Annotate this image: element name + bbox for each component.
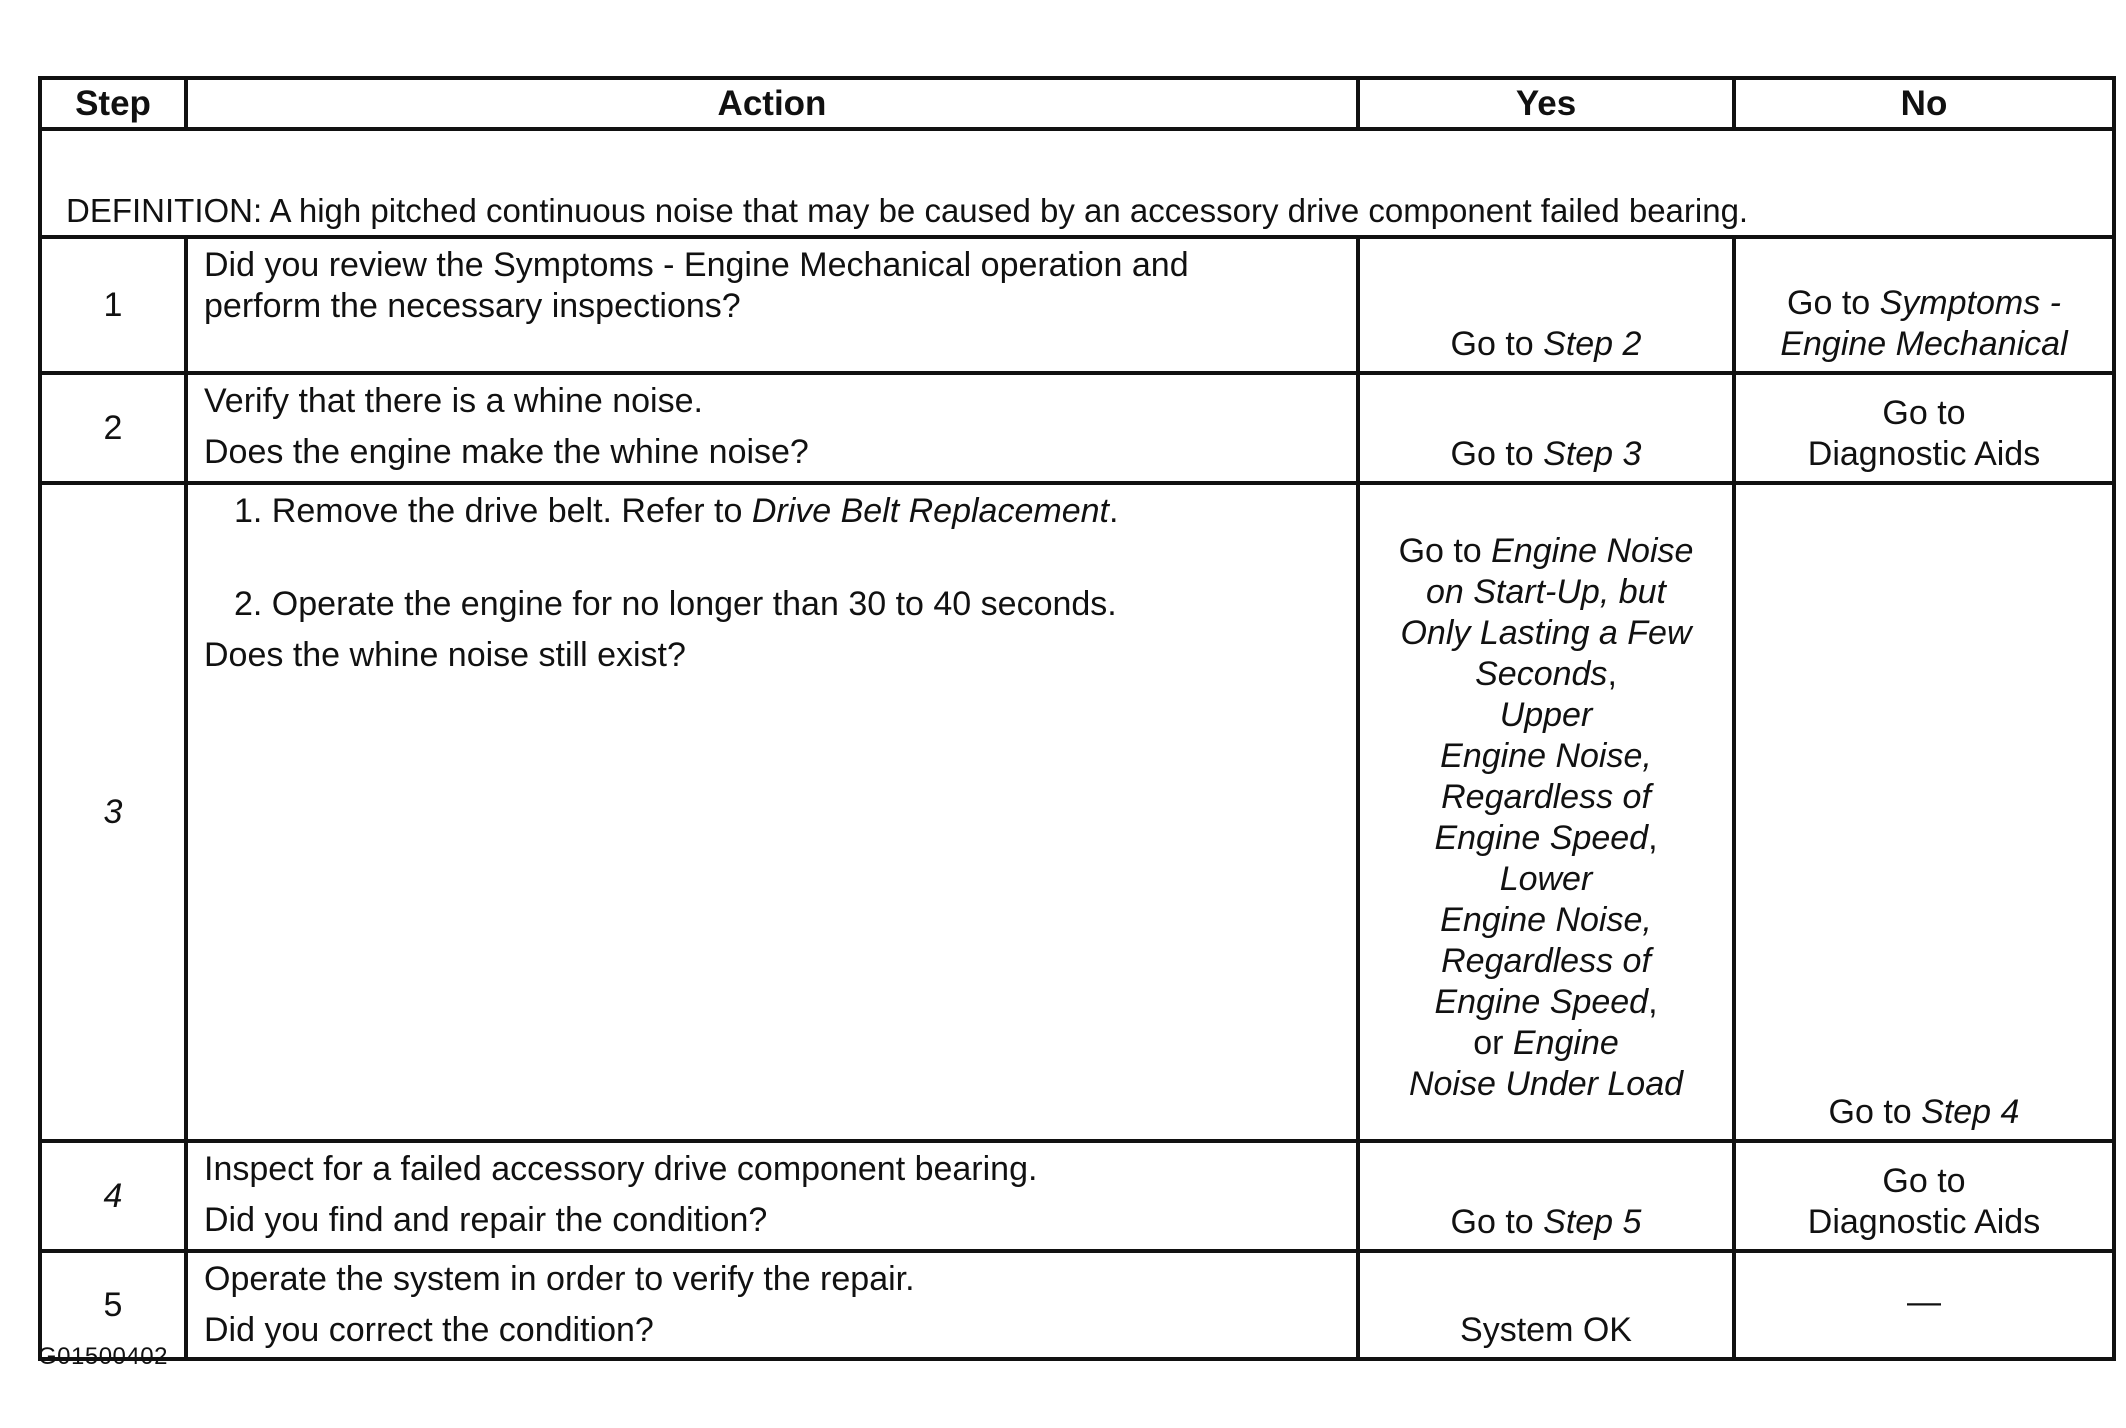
action-text: Did you find and repair the condition? — [204, 1201, 768, 1239]
no-cell — [1734, 237, 2114, 373]
no-dash: — — [1907, 1282, 1941, 1321]
engine-noise-startup-link[interactable]: Engine Noise — [1491, 532, 1694, 570]
upper-engine-noise-link[interactable]: Engine Speed — [1434, 819, 1649, 857]
no-cell — [1734, 483, 2114, 1141]
engine-noise-startup-link[interactable]: Only Lasting a Few — [1400, 614, 1692, 652]
action-text: Inspect for a failed accessory drive component bearing. — [204, 1150, 1038, 1188]
action-cell — [186, 1141, 1358, 1251]
action-cell — [186, 483, 1358, 1141]
definition-text: DEFINITION: A high pitched continuous noise that may be caused by an accessory drive component failed bearing. — [40, 129, 2114, 237]
step-number: 1 — [40, 237, 186, 373]
table-header-row — [40, 78, 2114, 129]
lower-engine-noise-link[interactable]: Engine Speed — [1434, 983, 1649, 1021]
table-row — [40, 373, 2114, 483]
no-prefix: Go to — [1828, 1093, 1922, 1131]
no-cell — [1734, 1141, 2114, 1251]
no-prefix: Go to — [1787, 284, 1880, 322]
action-cell — [186, 373, 1358, 483]
system-ok-text: System OK — [1460, 1311, 1632, 1349]
no-diagnostic-aids-link[interactable]: Diagnostic Aids — [1807, 1203, 2041, 1241]
yes-step-link[interactable]: Step 3 — [1543, 435, 1642, 473]
engine-noise-startup-link[interactable]: Seconds — [1475, 655, 1608, 693]
lower-engine-noise-link[interactable]: Lower — [1499, 860, 1593, 898]
action-text: Did you correct the condition? — [204, 1311, 654, 1349]
action-cell — [186, 1251, 1358, 1359]
yes-prefix: Go to — [1450, 1203, 1544, 1241]
lower-engine-noise-link[interactable]: Engine Noise, — [1440, 901, 1652, 939]
no-text: Go to — [1882, 1162, 1966, 1200]
table-row — [40, 483, 2114, 1141]
engine-noise-load-link[interactable]: Noise Under Load — [1408, 1065, 1684, 1103]
table-row — [40, 1141, 2114, 1251]
yes-cell — [1358, 237, 1734, 373]
action-text: Operate the system in order to verify the repair. — [204, 1260, 915, 1298]
header-yes: Yes — [1358, 78, 1734, 129]
action-text: Verify that there is a whine noise. — [204, 382, 703, 420]
header-action: Action — [186, 78, 1358, 129]
separator: , — [1607, 655, 1617, 693]
yes-step-link[interactable]: Step 2 — [1543, 325, 1642, 363]
table-row — [40, 1251, 2114, 1359]
action-text: perform the necessary inspections? — [204, 287, 741, 325]
yes-cell — [1358, 483, 1734, 1141]
separator: , — [1648, 819, 1658, 857]
yes-prefix: or — [1473, 1024, 1513, 1062]
action-text: . — [1108, 492, 1119, 530]
yes-prefix: Go to — [1450, 435, 1544, 473]
action-text: 1. Remove the drive belt. Refer to — [234, 492, 752, 530]
upper-engine-noise-link[interactable]: Engine Noise, — [1440, 737, 1652, 775]
no-step-link[interactable]: Step 4 — [1921, 1093, 2020, 1131]
drive-belt-link[interactable]: Drive Belt Replacement — [751, 492, 1109, 530]
header-no: No — [1734, 78, 2114, 129]
table-row — [40, 237, 2114, 373]
no-ref-link[interactable]: Symptoms - — [1879, 284, 2061, 322]
step-number: 2 — [40, 373, 186, 483]
action-question: Does the whine noise still exist? — [204, 636, 686, 674]
diagnostic-table — [38, 76, 2116, 1361]
upper-engine-noise-link[interactable]: Regardless of — [1441, 778, 1651, 816]
yes-prefix: Go to — [1398, 532, 1492, 570]
upper-engine-noise-link[interactable]: Upper — [1499, 696, 1593, 734]
step-number: 3 — [40, 483, 186, 1141]
definition-row — [40, 129, 2114, 237]
action-item-1 — [204, 491, 1346, 532]
yes-cell — [1358, 373, 1734, 483]
no-diagnostic-aids-link[interactable]: Diagnostic Aids — [1807, 435, 2041, 473]
engine-noise-startup-link[interactable]: on Start-Up, but — [1425, 573, 1666, 611]
action-item-2: 2. Operate the engine for no longer than 30 to 40 seconds. — [234, 585, 1117, 623]
step-number: 4 — [40, 1141, 186, 1251]
no-text: Go to — [1882, 394, 1966, 432]
no-ref-link[interactable]: Engine Mechanical — [1780, 325, 2068, 363]
header-step: Step — [40, 78, 186, 129]
no-cell — [1734, 373, 2114, 483]
yes-prefix: Go to — [1450, 325, 1544, 363]
action-text: Does the engine make the whine noise? — [204, 433, 809, 471]
no-cell — [1734, 1251, 2114, 1359]
step-number: 5 — [40, 1251, 186, 1359]
engine-noise-load-link[interactable]: Engine — [1512, 1024, 1619, 1062]
action-text: Did you review the Symptoms - Engine Mechanical operation and — [204, 246, 1189, 284]
yes-cell — [1358, 1141, 1734, 1251]
figure-id: G01500402 — [38, 1343, 168, 1370]
lower-engine-noise-link[interactable]: Regardless of — [1441, 942, 1651, 980]
separator: , — [1648, 983, 1658, 1021]
yes-step-link[interactable]: Step 5 — [1543, 1203, 1642, 1241]
yes-cell — [1358, 1251, 1734, 1359]
action-cell — [186, 237, 1358, 373]
